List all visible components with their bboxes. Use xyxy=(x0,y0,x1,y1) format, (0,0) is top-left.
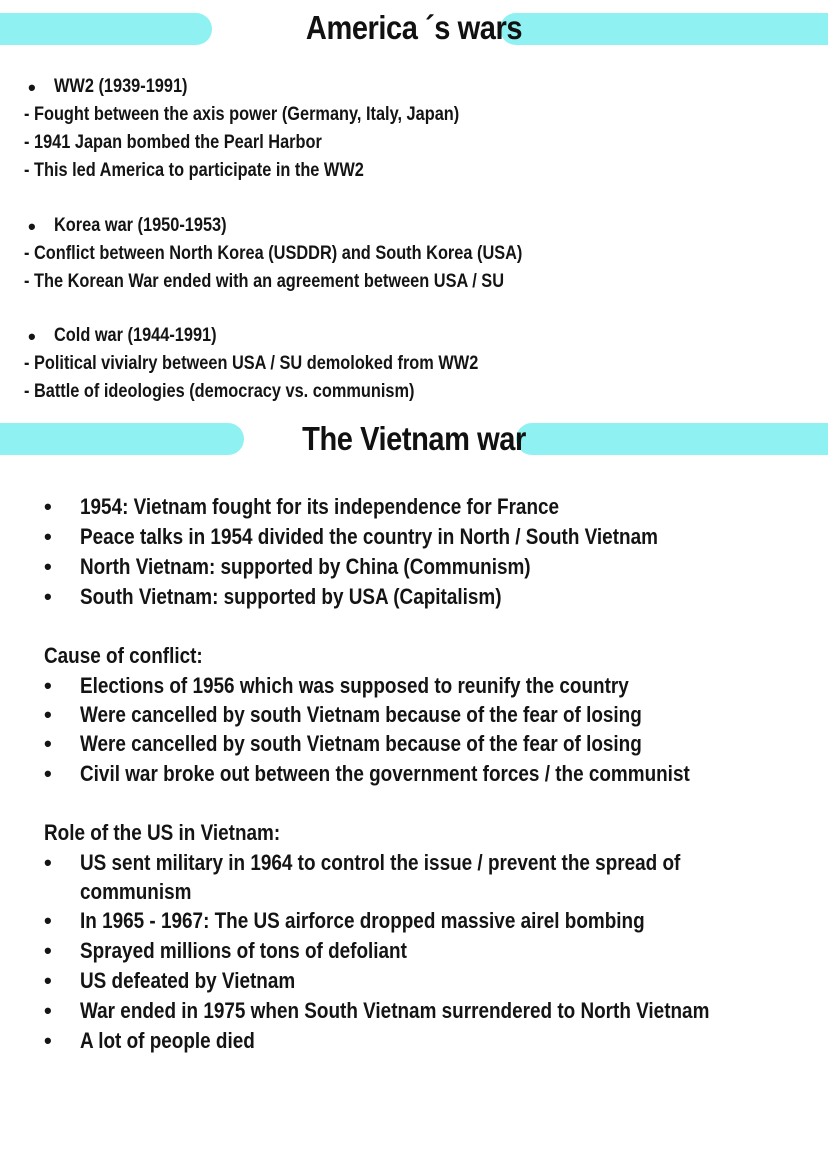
ww2-point-3: - This led America to participate in the WW2 xyxy=(24,160,364,181)
role-item: In 1965 - 1967: The US airforce dropped massive airel bombing xyxy=(80,908,645,933)
cause-item: Were cancelled by south Vietnam because of the fear of losing xyxy=(80,702,642,727)
cold-war-point-2: - Battle of ideologies (democracy vs. communism) xyxy=(24,381,415,402)
cause-item: Elections of 1956 which was supposed to reunify the country xyxy=(80,673,629,698)
bullet-icon: • xyxy=(44,673,52,698)
cause-item: Were cancelled by south Vietnam because of the fear of losing xyxy=(80,731,642,756)
bullet-icon: • xyxy=(44,850,52,875)
vietnam-intro-item: South Vietnam: supported by USA (Capitalism) xyxy=(80,584,502,609)
bullet-icon: • xyxy=(28,75,36,100)
role-item: US sent military in 1964 to control the issue / prevent the spread of xyxy=(80,850,681,875)
korea-point-2: - The Korean War ended with an agreement between USA / SU xyxy=(24,271,505,292)
bullet-icon: • xyxy=(44,731,52,756)
role-item: War ended in 1975 when South Vietnam surrendered to North Vietnam xyxy=(80,998,710,1023)
section-heading-korea-war: Korea war (1950-1953) xyxy=(54,215,227,236)
bullet-icon: • xyxy=(44,908,52,933)
bullet-icon: • xyxy=(44,998,52,1023)
bullet-icon: • xyxy=(44,584,52,609)
bullet-icon: • xyxy=(28,324,36,349)
role-heading: Role of the US in Vietnam: xyxy=(44,820,281,845)
page-title-america-wars: America ´s wars xyxy=(305,9,523,46)
bullet-icon: • xyxy=(44,494,52,519)
role-item: A lot of people died xyxy=(80,1028,255,1053)
role-item: US defeated by Vietnam xyxy=(80,968,296,993)
bullet-icon: • xyxy=(28,214,36,239)
bullet-icon: • xyxy=(44,761,52,786)
bullet-icon: • xyxy=(44,968,52,993)
bullet-icon: • xyxy=(44,524,52,549)
cause-item: Civil war broke out between the government forces / the communist xyxy=(80,761,690,786)
ww2-point-1: - Fought between the axis power (Germany, Italy, Japan) xyxy=(24,104,460,125)
bullet-icon: • xyxy=(44,702,52,727)
section-heading-cold-war: Cold war (1944-1991) xyxy=(54,325,217,346)
page-title-vietnam-war: The Vietnam war xyxy=(302,420,526,457)
bullet-icon: • xyxy=(44,554,52,579)
vietnam-intro-item: Peace talks in 1954 divided the country in North / South Vietnam xyxy=(80,524,658,549)
cold-war-point-1: - Political vivialry between USA / SU demoloked from WW2 xyxy=(24,353,479,374)
role-item-continuation: communism xyxy=(80,879,192,904)
bullet-icon: • xyxy=(44,1028,52,1053)
korea-point-1: - Conflict between North Korea (USDDR) and South Korea (USA) xyxy=(24,243,523,264)
vietnam-intro-item: 1954: Vietnam fought for its independence for France xyxy=(80,494,560,519)
vietnam-intro-item: North Vietnam: supported by China (Communism) xyxy=(80,554,531,579)
role-item: Sprayed millions of tons of defoliant xyxy=(80,938,407,963)
bullet-icon: • xyxy=(44,938,52,963)
section-heading-ww2: WW2 (1939-1991) xyxy=(54,76,188,97)
cause-heading: Cause of conflict: xyxy=(44,643,203,668)
ww2-point-2: - 1941 Japan bombed the Pearl Harbor xyxy=(24,132,322,153)
